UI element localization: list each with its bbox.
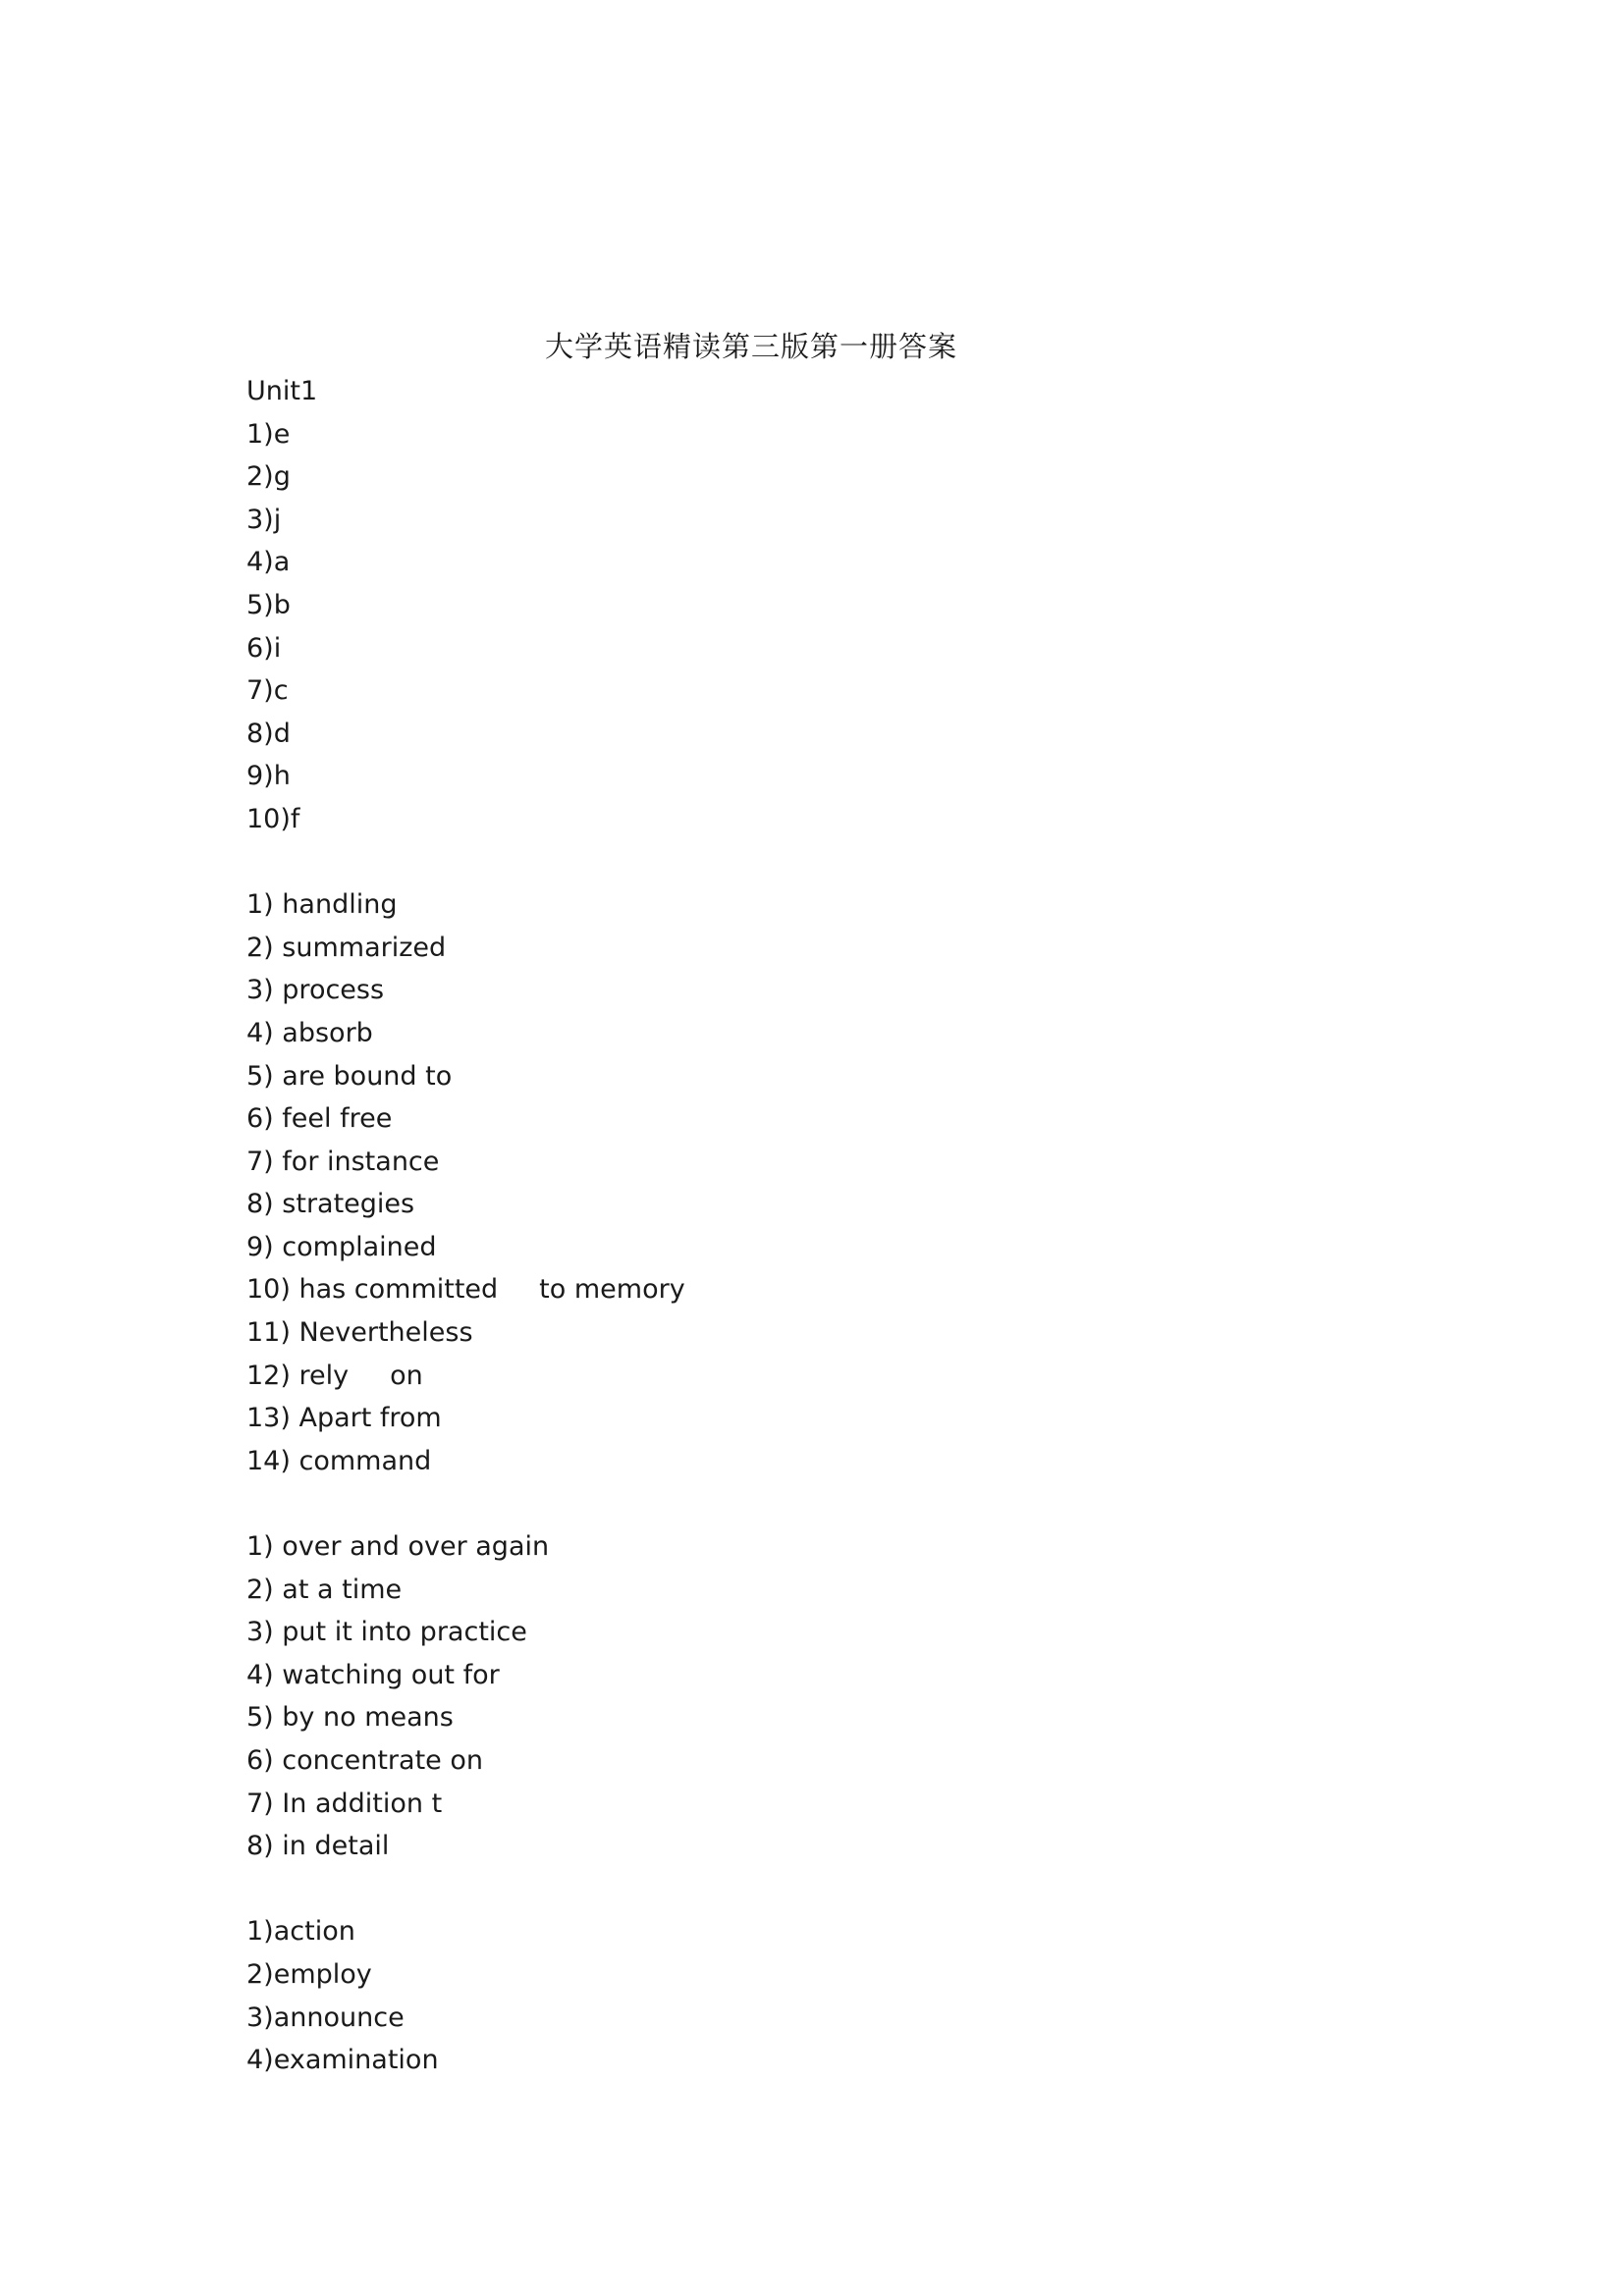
answer-line: 8)d: [246, 718, 291, 749]
answer-line: 1) handling: [246, 889, 398, 921]
section-1-matching: [246, 413, 685, 841]
section-gap: [246, 841, 685, 884]
answer-line: 1) over and over again: [246, 1531, 550, 1563]
answer-line: 1)action: [246, 1916, 355, 1948]
answer-line: 7)c: [246, 675, 289, 707]
answer-line: 2)employ: [246, 1958, 372, 1990]
answer-line: 7) In addition t: [246, 1788, 443, 1819]
answer-line: 7) for instance: [246, 1146, 440, 1177]
answer-line: 2) at a time: [246, 1574, 403, 1605]
answer-line: 10)f: [246, 803, 300, 834]
answer-part: to memory: [539, 1274, 685, 1306]
answer-line: 5)b: [246, 589, 291, 620]
unit-heading: Unit1: [246, 376, 318, 406]
answer-part: 10) has committed: [246, 1274, 499, 1306]
answer-line: 8) strategies: [246, 1189, 415, 1220]
answer-line: 11) Nevertheless: [246, 1317, 473, 1349]
answer-line: 6)i: [246, 632, 282, 664]
answer-line: 14) command: [246, 1445, 432, 1476]
answer-line: 2)g: [246, 461, 291, 493]
answer-line: 1)e: [246, 418, 291, 450]
answer-line: 4) watching out for: [246, 1659, 500, 1690]
answer-line: 9)h: [246, 761, 291, 792]
answer-line: [246, 1355, 685, 1398]
answer-line: 3) process: [246, 975, 385, 1006]
answer-line: 3) put it into practice: [246, 1617, 527, 1648]
answer-line: 4) absorb: [246, 1017, 373, 1048]
answer-line: 5) by no means: [246, 1702, 454, 1734]
section-4-word-forms: [246, 1910, 685, 2081]
answer-content: [246, 370, 685, 2082]
answer-line: 5) are bound to: [246, 1060, 453, 1092]
answer-line: 4)examination: [246, 2045, 439, 2076]
answer-line: [246, 1268, 685, 1311]
section-gap: [246, 1482, 685, 1525]
answer-part: on: [390, 1360, 423, 1391]
answer-line: 3)announce: [246, 2002, 405, 2033]
answer-line: 6) concentrate on: [246, 1745, 483, 1776]
answer-line: 3)j: [246, 504, 282, 535]
answer-line: 8) in detail: [246, 1831, 390, 1862]
answer-line: 4)a: [246, 547, 291, 578]
answer-line: 13) Apart from: [246, 1403, 442, 1434]
section-2-fill-in: [246, 883, 685, 1482]
document-title: 大学英语精读第三版第一册答案: [544, 330, 957, 363]
section-gap: [246, 1868, 685, 1911]
answer-line: 2) summarized: [246, 932, 447, 963]
answer-part: 12) rely: [246, 1360, 350, 1391]
answer-line: 9) complained: [246, 1231, 437, 1262]
section-3-phrases: [246, 1525, 685, 1868]
answer-line: 6) feel free: [246, 1103, 393, 1135]
